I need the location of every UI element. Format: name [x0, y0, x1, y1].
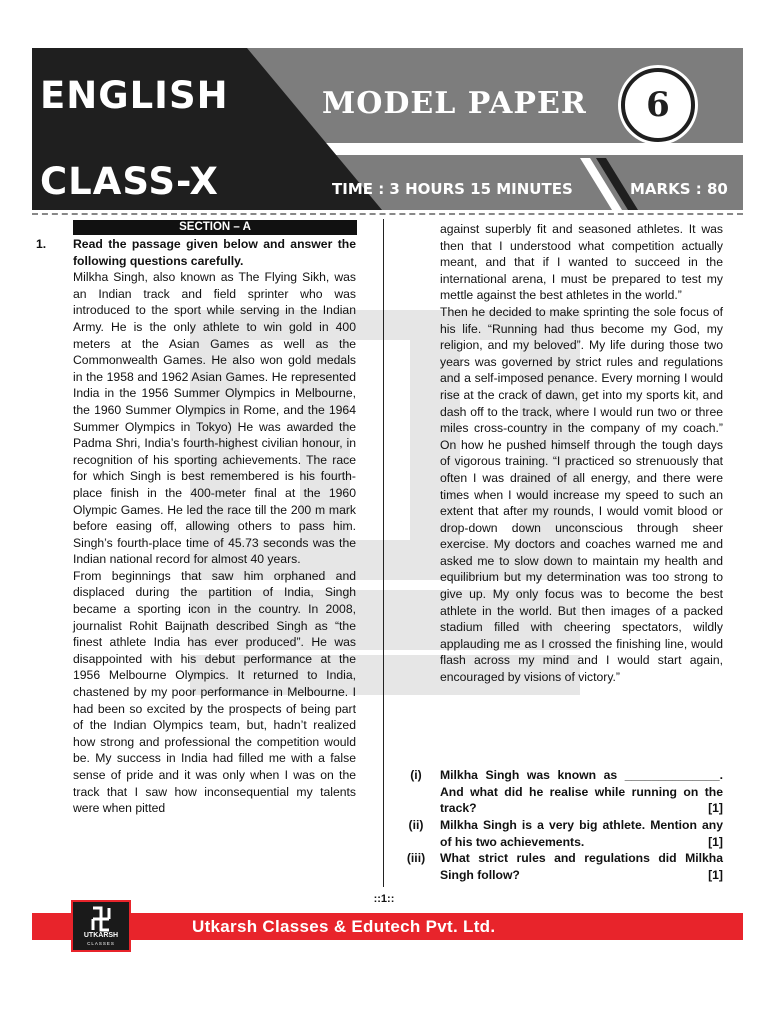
- passage-paragraph: Then he decided to make sprinting the sole focus of his life. “Running had thus become my God, my religion, and my beloved”. My life during those two years was governed by strict rules and regulations and a self-imposed penance. Every morning I would rise at the crack of dawn, get into my sports kit, and dash off to the track, where I would run two or three miles cross-country in the company of my coach.” On how he pushed himself through the tough days of vigorous training. “I practiced so strenuously that often I was drained of all energy, and there were times when I would increase my speed to such an extent that after my rounds, I would vomit blood or drop-down down unconscious through sheer exercise. My doctors and coaches warned me and asked me to slow down to maintain my health and equilibrium but my determination was too strong to give up. My only focus was to become the best athlete in the world. But then images of a packed stadium filled with cheering spectators, wildly applauding me as I crossed the finishing line, would flash across my mind and I would start again, encouraged by visions of victory.”: [440, 304, 723, 685]
- sub-question: [396, 817, 723, 850]
- passage-paragraph: against superbly fit and seasoned athletes. It was then that I understood what competition actually meant, and that if I wanted to succeed in the international arena, I must be prepared to test my mettle against the best athletes in the world.”: [440, 222, 723, 303]
- passage-paragraph: From beginnings that saw him orphaned and displaced during the partition of India, Singh became a sporting icon in the country. In 2008, journalist Rohit Baijnath described Singh as “the finest athlete India has ever produced”. He was disappointed with his debut performance at the 1956 Melbourne Olympics. It returned to India, chastened by my poor performance in Melbourne. I had been so excited by the prospects of being part of the Indian Olympics team, but, hadn’t realized how strong and professional the competition would be. My success in India had filled me with a false sense of pride and it was only when I was on the track that I saw how inconsequential my talents were when pitted: [73, 568, 356, 816]
- swastik-logo-icon: [73, 904, 129, 934]
- paper-number: 6: [646, 85, 670, 125]
- sub-question-text: Milkha Singh is a very big athlete. Mention any of his two achievements.: [440, 818, 723, 849]
- sub-question: [396, 850, 723, 883]
- sub-question-marks: [1]: [708, 867, 723, 882]
- sub-question-text: What strict rules and regulations did Milkha Singh follow?: [440, 851, 723, 882]
- passage-left-column: [73, 236, 356, 817]
- column-divider: [383, 219, 384, 887]
- passage-right-column: [440, 221, 723, 686]
- sub-question: [396, 767, 723, 817]
- class-title: CLASS-X: [40, 160, 219, 203]
- exam-marks: MARKS : 80: [630, 180, 728, 198]
- exam-duration: TIME : 3 HOURS 15 MINUTES: [332, 180, 573, 198]
- sub-question-marks: [1]: [708, 834, 723, 849]
- logo-text: UTKARSH: [83, 932, 119, 939]
- question-number: 1.: [36, 237, 47, 251]
- page-number: ::1::: [373, 893, 395, 905]
- paper-number-badge: [621, 68, 695, 142]
- sub-question-marks: [1]: [708, 801, 723, 816]
- sub-question-number: (iii): [406, 851, 426, 865]
- section-heading: SECTION – A: [73, 220, 357, 235]
- sub-question-number: (ii): [408, 818, 424, 832]
- paper-header: [32, 48, 743, 210]
- question-instruction: Read the passage given below and answer the following questions carefully.: [73, 237, 356, 268]
- passage-paragraph: Milkha Singh, also known as The Flying Sikh, was an Indian track and field sprinter who was introduced to the sport while serving in the Indian Army. He is the only athlete to win gold in 400 meters at the Asian Games as well as the Commonwealth Games. He also won gold medals in the 1958 and 1962 Asian Games. He represented India in the 1956 Summer Olympics in Melbourne, the 1960 Summer Olympics in Rome, and the 1964 Summer Olympics in Tokyo) He was awarded the Padma Shri, India’s fourth-highest civilian honour, in recognition of his sporting achievements. The race for which Singh is best remembered is his fourth-place finish in the 400-meter final at the 1960 Olympic Games. He led the race till the 200 m mark before easing off, allowing others to pass him. Singh’s fourth-place time of 45.73 seconds was the Indian national record for almost 40 years.: [73, 270, 356, 567]
- footer-bar: [32, 913, 743, 940]
- sub-question-number: (i): [410, 768, 422, 782]
- subject-title: ENGLISH: [40, 74, 229, 117]
- model-paper-title: MODEL PAPER: [322, 86, 587, 121]
- utkarsh-logo: [71, 900, 131, 952]
- company-name: Utkarsh Classes & Edutech Pvt. Ltd.: [192, 917, 496, 936]
- header-dashed-divider: [32, 213, 743, 215]
- sub-question-text: Milkha Singh was known as ______________. And what did he realise while running on the track?: [440, 768, 723, 816]
- logo-subtext: CLASSES: [87, 941, 115, 946]
